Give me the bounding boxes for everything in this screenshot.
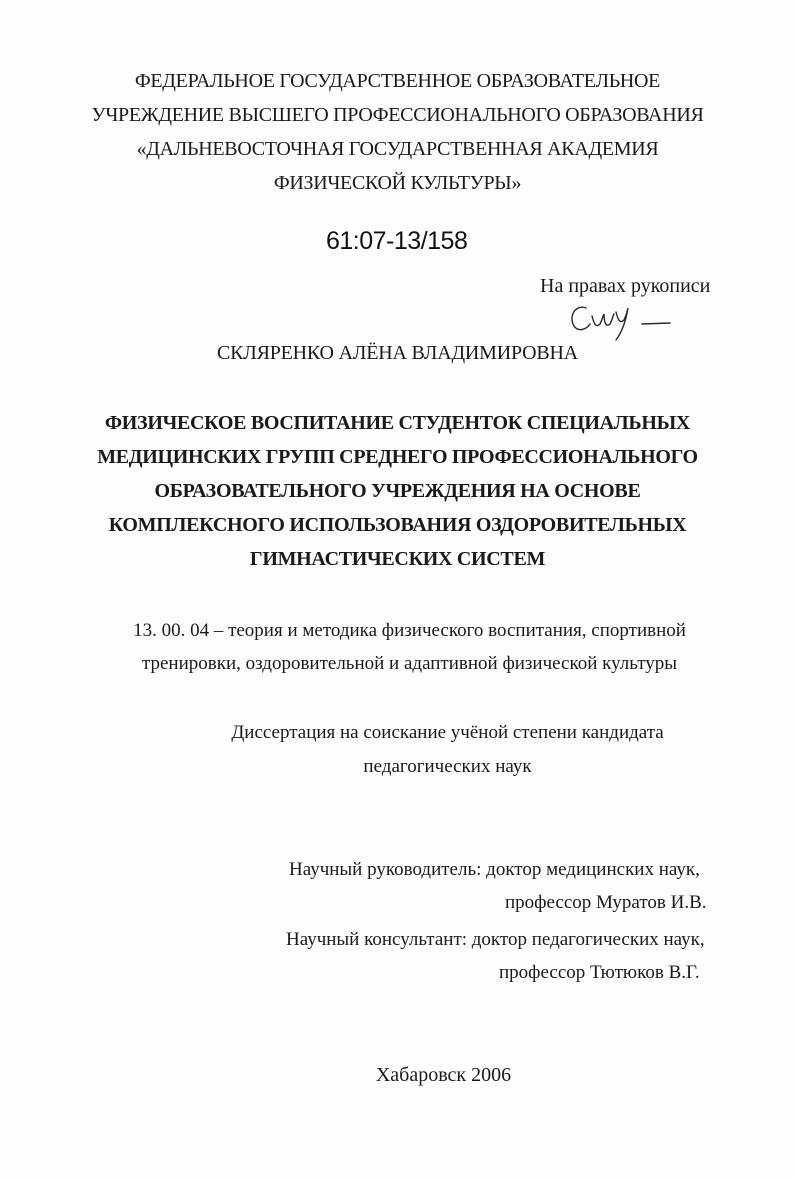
- degree-line-1: Диссертация на соискание учёной степени кандидата: [231, 722, 664, 743]
- institution-line-2: УЧРЕЖДЕНИЕ ВЫСШЕГО ПРОФЕССИОНАЛЬНОГО ОБРАЗОВАНИЯ: [91, 104, 704, 126]
- advisor-line: Научный руководитель: доктор медицинских наук,: [289, 859, 700, 880]
- consultant-name: профессор Тютюков В.Г.: [499, 962, 700, 983]
- title-line-2: МЕДИЦИНСКИХ ГРУПП СРЕДНЕГО ПРОФЕССИОНАЛЬНОГО: [97, 446, 698, 468]
- institution-line-4: ФИЗИЧЕСКОЙ КУЛЬТУРЫ»: [273, 172, 522, 194]
- author-name: СКЛЯРЕНКО АЛЁНА ВЛАДИМИРОВНА: [216, 342, 579, 364]
- catalog-code: 61:07-13/158: [326, 227, 468, 255]
- institution-line-3: «ДАЛЬНЕВОСТОЧНАЯ ГОСУДАРСТВЕННАЯ АКАДЕМИЯ: [136, 138, 659, 160]
- signature: [566, 294, 678, 344]
- specialty-line-2: тренировки, оздоровительной и адаптивной физической культуры: [141, 653, 678, 674]
- place-year: Хабаровск 2006: [375, 1064, 512, 1086]
- institution-line-1: ФЕДЕРАЛЬНОЕ ГОСУДАРСТВЕННОЕ ОБРАЗОВАТЕЛЬНОЕ: [134, 70, 661, 92]
- consultant-line: Научный консультант: доктор педагогических наук,: [286, 929, 705, 950]
- title-line-3: ОБРАЗОВАТЕЛЬНОГО УЧРЕЖДЕНИЯ НА ОСНОВЕ: [154, 480, 641, 502]
- title-line-4: КОМПЛЕКСНОГО ИСПОЛЬЗОВАНИЯ ОЗДОРОВИТЕЛЬНЫХ: [108, 514, 687, 536]
- title-line-5: ГИМНАСТИЧЕСКИХ СИСТЕМ: [249, 548, 546, 570]
- advisor-name: профессор Муратов И.В.: [505, 892, 707, 913]
- specialty-line-1: 13. 00. 04 – теория и методика физического воспитания, спортивной: [133, 620, 686, 641]
- manuscript-rights: На правах рукописи: [540, 275, 711, 297]
- title-line-1: ФИЗИЧЕСКОЕ ВОСПИТАНИЕ СТУДЕНТОК СПЕЦИАЛЬНЫХ: [104, 412, 691, 434]
- degree-line-2: педагогических наук: [363, 756, 532, 777]
